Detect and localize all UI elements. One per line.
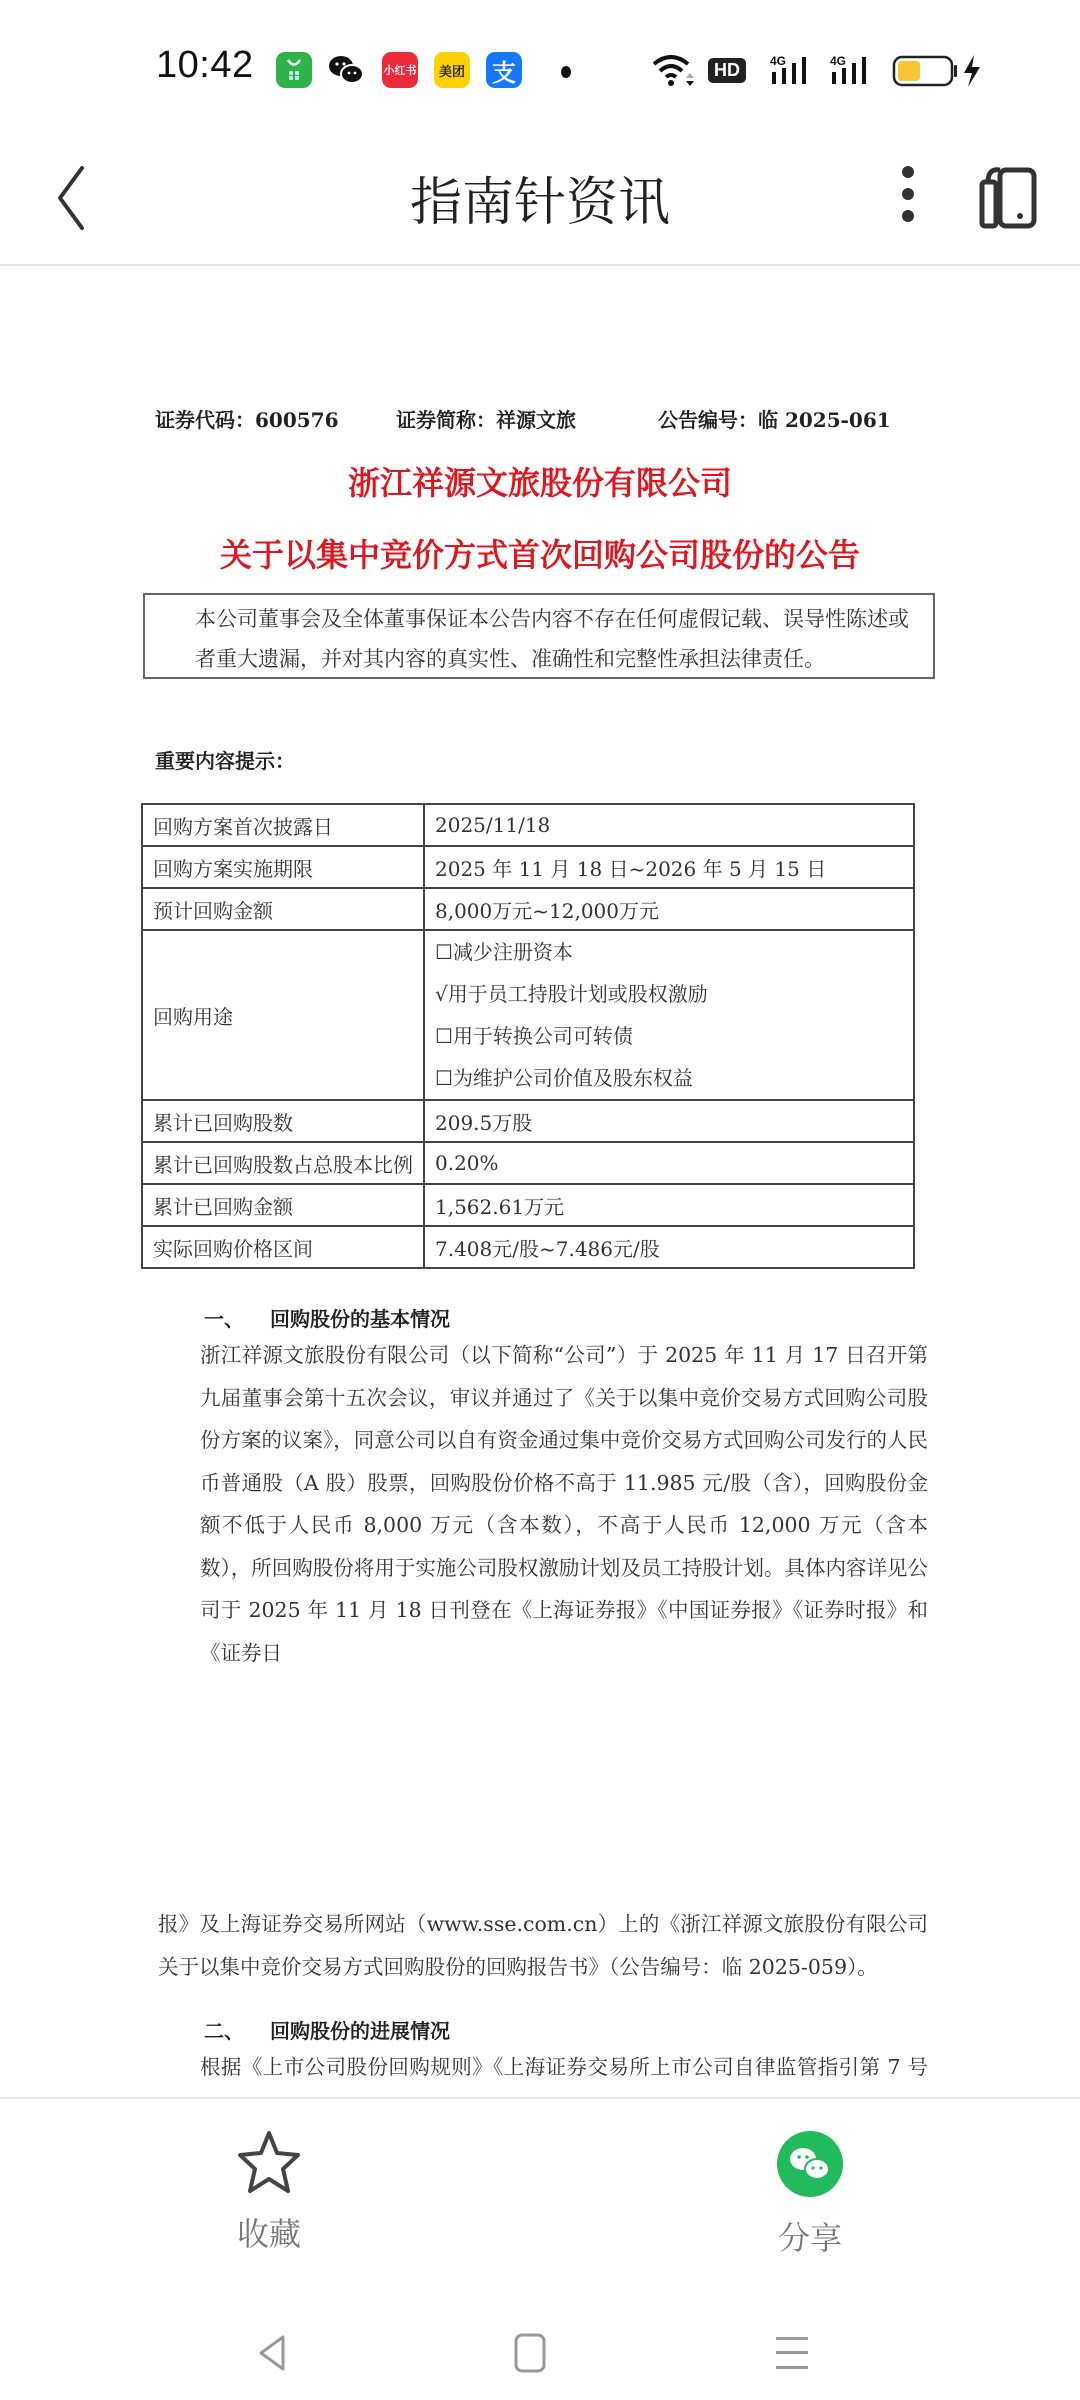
- alipay-notification-icon: 支: [486, 52, 522, 88]
- battery-icon: [892, 50, 988, 90]
- table-row: [142, 1142, 914, 1184]
- hd-voice-icon: HD: [708, 50, 746, 90]
- row-key: 回购方案首次披露日: [142, 804, 424, 846]
- wifi-icon: [652, 50, 696, 90]
- table-row: [142, 1100, 914, 1142]
- table-row: [142, 1184, 914, 1226]
- use-option: ☐用于转换公司可转债: [435, 1024, 633, 1048]
- disclaimer-text: 本公司董事会及全体董事保证本公告内容不存在任何虚假记载、误导性陈述或者重大遗漏，并对其内容的真实性、准确性和完整性承担法律责任。: [195, 607, 909, 671]
- nav-home-button[interactable]: [500, 2328, 560, 2378]
- wechat-notification-icon: [328, 52, 364, 88]
- section-heading-2: 二、 回购股份的进展情况: [204, 2019, 450, 2043]
- triangle-back-icon: [253, 2333, 293, 2373]
- use-option: ☐减少注册资本: [435, 940, 573, 964]
- section-1-paragraph-continued: 报》及上海证券交易所网站（www.sse.com.cn）上的《浙江祥源文旅股份有限公司关于以集中竞价交易方式回购股份的回购报告书》（公告编号：临 2025-059）。: [158, 1912, 928, 1979]
- row-key: 累计已回购股数占总股本比例: [142, 1142, 424, 1184]
- meituan-notification-icon: 美团: [434, 52, 470, 88]
- row-value: 0.20%: [424, 1142, 914, 1184]
- title-bar: [0, 130, 1080, 266]
- nav-recents-button[interactable]: [762, 2328, 822, 2378]
- checkbox-empty-icon: ☐: [435, 940, 453, 964]
- stock-code: 证券代码：600576: [155, 408, 339, 432]
- stock-short-name: 证券简称：祥源文旅: [396, 408, 576, 432]
- document-viewer[interactable]: [0, 268, 1080, 2097]
- table-row: [142, 1226, 914, 1268]
- row-value: 209.5万股: [424, 1100, 914, 1142]
- row-value: 8,000万元~12,000万元: [424, 888, 914, 930]
- svg-text:4G: 4G: [830, 54, 847, 68]
- checkbox-empty-icon: ☐: [435, 1066, 453, 1090]
- section-heading-1: 一、 回购股份的基本情况: [204, 1307, 450, 1331]
- checkbox-empty-icon: ☐: [435, 1024, 453, 1048]
- checkmark-icon: √: [435, 982, 448, 1006]
- xiaohongshu-notification-icon: 小红书: [382, 52, 418, 88]
- announcement-title: 关于以集中竞价方式首次回购公司股份的公告: [219, 536, 860, 574]
- favorite-label: 收藏: [236, 2215, 301, 2253]
- favorite-button[interactable]: [199, 2129, 339, 2255]
- share-button[interactable]: [740, 2129, 880, 2259]
- table-row: [142, 846, 914, 888]
- row-value: 7.408元/股~7.486元/股: [424, 1226, 914, 1268]
- signal-4g-icon-1: [770, 50, 816, 90]
- svg-text:4G: 4G: [770, 54, 787, 68]
- row-value: 2025/11/18: [424, 804, 914, 846]
- menu-recents-icon: [772, 2333, 812, 2373]
- company-name: 浙江祥源文旅股份有限公司: [347, 464, 732, 502]
- star-icon: [236, 2129, 302, 2195]
- more-notifications-dot: [561, 66, 571, 78]
- wechat-share-icon: [775, 2129, 845, 2199]
- announcement-number: 公告编号：临 2025-061: [658, 408, 891, 432]
- more-options-button[interactable]: [886, 160, 930, 232]
- status-bar: [0, 0, 1080, 130]
- table-row: [142, 804, 914, 846]
- row-value: 2025 年 11 月 18 日~2026 年 5 月 15 日: [424, 846, 914, 888]
- section-2-paragraph: 根据《上市公司股份回购规则》《上海证券交易所上市公司自律监管指引第 7 号: [200, 2055, 928, 2079]
- clock: 10:42: [156, 44, 254, 86]
- table-row-uses: [142, 930, 914, 1100]
- row-key: 累计已回购股数: [142, 1100, 424, 1142]
- square-home-icon: [510, 2331, 550, 2375]
- app-store-notification-icon: [276, 52, 312, 88]
- table-row: [142, 888, 914, 930]
- uses-options: [424, 930, 914, 1100]
- more-vertical-icon: [886, 160, 930, 232]
- row-key: 回购方案实施期限: [142, 846, 424, 888]
- reader-mode-button[interactable]: [980, 160, 1040, 232]
- key-points-label: 重要内容提示：: [155, 749, 295, 773]
- row-key: 累计已回购金额: [142, 1184, 424, 1226]
- row-key: 预计回购金额: [142, 888, 424, 930]
- use-option: √用于员工持股计划或股权激励: [435, 982, 708, 1006]
- disclaimer-box: [143, 593, 935, 679]
- share-label: 分享: [777, 2219, 842, 2257]
- row-value: 1,562.61万元: [424, 1184, 914, 1226]
- signal-4g-icon-2: [830, 50, 876, 90]
- system-navigation-bar: [0, 2300, 1080, 2400]
- row-key: 回购用途: [142, 930, 424, 1100]
- reader-mode-icon: [980, 160, 1040, 232]
- page-title: 指南针资讯: [409, 173, 670, 233]
- section-1-paragraph: 浙江祥源文旅股份有限公司（以下简称“公司”）于 2025 年 11 月 17 日召开第九届董事会第十五次会议，审议并通过了《关于以集中竞价交易方式回购公司股份方案的议案》，同意公司以自有资金通过集中竞价交易方式回购公司发行的人民币普通股（A 股）股票，回购股份价格不高于 11.985 元/股（含），回购股份金额不低于人民币 8,000 万元（含本数），不高于人民币 12,000 万元（含本数），所回购股份将用于实施公司股权激励计划及员工持股计划。具体内容详见公司于 2025 年 11 月 18 日刊登在《上海证券报》《中国证券报》《证券时报》和《证券日: [200, 1343, 928, 1665]
- use-option: ☐为维护公司价值及股东权益: [435, 1066, 693, 1090]
- summary-table: [141, 803, 915, 1269]
- row-key: 实际回购价格区间: [142, 1226, 424, 1268]
- nav-back-button[interactable]: [243, 2328, 303, 2378]
